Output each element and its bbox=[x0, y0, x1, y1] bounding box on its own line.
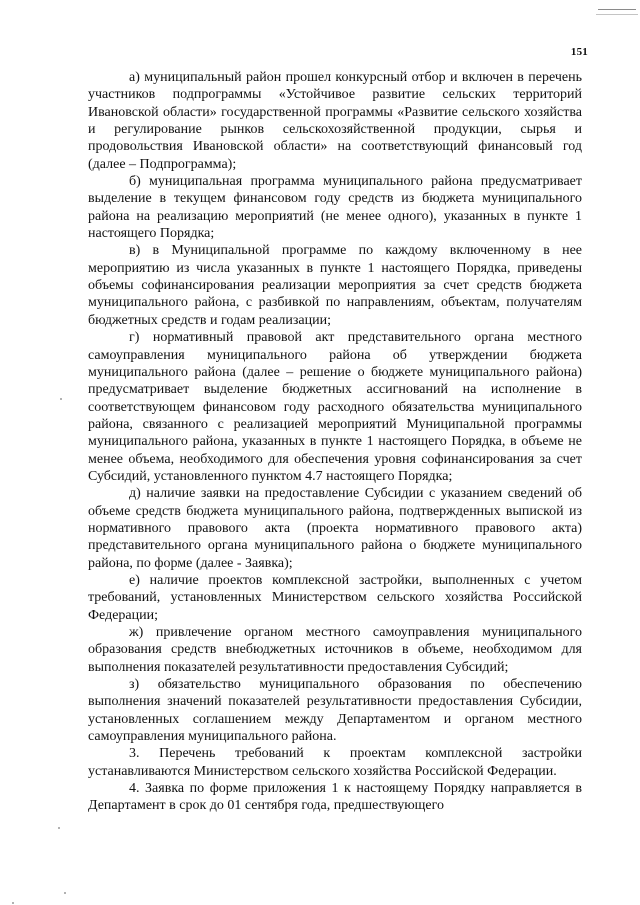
paragraph-a: а) муниципальный район прошел конкурсный отбор и включен в перечень участников подпрограммы «Устойчивое развитие сельских территорий Ивановской области» государственной программы «Развитие сельского хозяйства и регулирование рынков сельскохозяйственной продукции, сырья и продовольствия Ивановской области» на соответствующий финансовый год (далее – Подпрограмма); bbox=[88, 70, 582, 172]
paragraph-4: 4. Заявка по форме приложения 1 к настоящему Порядку направляется в Департамент в срок до 01 сентября года, предшествующего bbox=[88, 781, 582, 814]
page-number: 151 bbox=[570, 46, 588, 58]
scan-edge-mark bbox=[598, 9, 636, 10]
paragraph-g: г) нормативный правовой акт представительного органа местного самоуправления муниципального района об утверждении бюджета муниципального района (далее – решение о бюджете муниципального района) предусматривает выделение бюджетных ассигнований на исполнение в соответствующем финансовом году расходного обязательства муниципального района, связанного с реализацией мероприятий Муниципальной программы муниципального района, указанных в пункте 1 настоящего Порядка, в объеме не менее объема, необходимого для обеспечения уровня софинансирования за счет Субсидий, установленного пунктом 4.7 настоящего Порядка; bbox=[88, 330, 582, 484]
scan-speck bbox=[12, 902, 14, 904]
scan-speck bbox=[60, 398, 62, 400]
paragraph-v: в) в Муниципальной программе по каждому включенному в нее мероприятию из числа указанных в пункте 1 настоящего Порядка, приведены объемы софинансирования реализации мероприятия за счет средств бюджета муниципального района, с разбивкой по направлениям, объектам, получателям бюджетных средств и годам реализации; bbox=[88, 243, 582, 328]
paragraph-e: е) наличие проектов комплексной застройки, выполненных с учетом требований, установленных Министерством сельского хозяйства Российской Федерации; bbox=[88, 572, 582, 623]
paragraph-b: б) муниципальная программа муниципального района предусматривает выделение в текущем финансовом году средств из бюджета муниципального района на реализацию мероприятий (не менее одного), указанных в пункте 1 настоящего Порядка; bbox=[88, 174, 582, 242]
scan-speck bbox=[58, 827, 60, 829]
scan-edge-mark bbox=[596, 14, 638, 15]
paragraph-3: 3. Перечень требований к проектам комплексной застройки устанавливаются Министерством сельского хозяйства Российской Федерации. bbox=[88, 746, 582, 779]
scan-speck bbox=[64, 892, 66, 894]
paragraph-zh: ж) привлечение органом местного самоуправления муниципального образования средств внебюджетных источников в объеме, необходимом для выполнения показателей результативности предоставления Субсидий; bbox=[88, 625, 582, 675]
document-body bbox=[88, 69, 582, 815]
paragraph-d: д) наличие заявки на предоставление Субсидии с указанием сведений об объеме средств бюджета муниципального района, подтвержденных выпиской из нормативного правового акта (проекта нормативного правового акта) представительного органа муниципального района о бюджете муниципального района, по форме (далее - Заявка); bbox=[88, 486, 582, 571]
paragraph-z: з) обязательство муниципального образования по обеспечению выполнения значений показателей результативности предоставления Субсидии, установленных соглашением между Департаментом и органом местного самоуправления муниципального района. bbox=[88, 677, 582, 745]
